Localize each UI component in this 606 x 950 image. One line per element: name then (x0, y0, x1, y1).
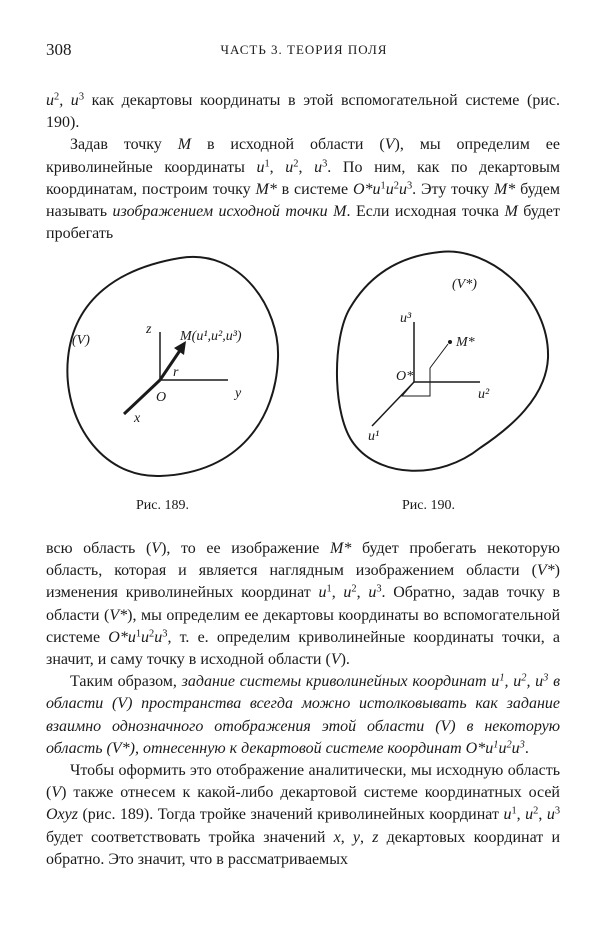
paragraph-point-mapping: Задав точку M в исходной области (V), мы определим ее криволинейные координаты $u^1$, $u^2$, $u^3$. По ним, как по декартовым координатам, построим точку M* в системе $O*u^1u^2u^3$. Эту точку M* будем называть изображением исходной точки M. Если исходная точка M будет пробегать (46, 136, 561, 243)
paragraph-analytic-mapping: Чтобы оформить это отображение аналитически, мы исходную область (V) также отнесем к какой-либо декартовой системе координатных осей Oxyz (рис. 189). Тогда тройке значений криволинейных координат $u^1$, $u^2$, $u^3$ будет соответствовать тройка значений x, y, z декартовых координат и обратно. Это значит, что в рассматриваемых (46, 762, 561, 868)
fig189-label-origin: O (156, 390, 167, 405)
fig190-label-point: M* (456, 335, 475, 350)
fig189-region-label: (V) (72, 333, 90, 348)
text-block-bottom (46, 538, 560, 871)
fig190-label-origin: O* (396, 369, 414, 384)
fig190-point-marker (448, 340, 452, 344)
paragraph-continued: $u^2$, $u^3$ как декартовы координаты в этой вспомогательной системе (рис. 190). (46, 91, 561, 132)
fig189-label-x: x (134, 411, 141, 426)
text-block-top (46, 90, 560, 245)
running-title: ЧАСТЬ 3. ТЕОРИЯ ПОЛЯ (220, 42, 388, 57)
fig189-label-point: M(u¹,u²,u³) (180, 329, 242, 344)
page-header (46, 40, 562, 64)
fig189-label-vector: r (173, 365, 179, 380)
fig190-label-u3: u³ (400, 311, 412, 326)
figure-caption-189: Рис. 189. (136, 498, 189, 513)
page-number: 308 (46, 40, 72, 59)
fig190-region-label: (V*) (452, 277, 477, 292)
fig190-point-projection (430, 344, 448, 368)
fig190-label-u1: u¹ (368, 429, 380, 444)
figures-svg (50, 248, 570, 528)
fig190-label-u2: u² (478, 387, 490, 402)
fig189-label-z: z (146, 322, 152, 337)
fig189-label-y: y (235, 386, 242, 401)
paragraph-region-image: всю область (V), то ее изображение M* будет пробегать некоторую область, которая и является наглядным изображением области (V*) изменения криволинейных координат $u^1$, $u^2$, $u^3$. Обратно, задав точку в области (V*), мы определим ее декартовы координаты во вспомогательной системе $O*u^1u^2u^3$, т. е. определим криволинейные координаты точки, а значит, и саму точку в исходной области (V). (46, 540, 561, 669)
paragraph-conclusion: Таким образом, задание системы криволинейных координат $u^1$, $u^2$, $u^3$ в области (V) пространства всегда можно истолковывать как задание взаимно однозначного отображения этой области (V) в некоторую область (V*), отнесенную к декартовой системе координат $O*u^1u^2u^3$. (46, 672, 561, 757)
fig189-axis-x (124, 380, 160, 414)
figure-caption-190: Рис. 190. (402, 498, 455, 513)
figures-189-190 (50, 248, 570, 528)
